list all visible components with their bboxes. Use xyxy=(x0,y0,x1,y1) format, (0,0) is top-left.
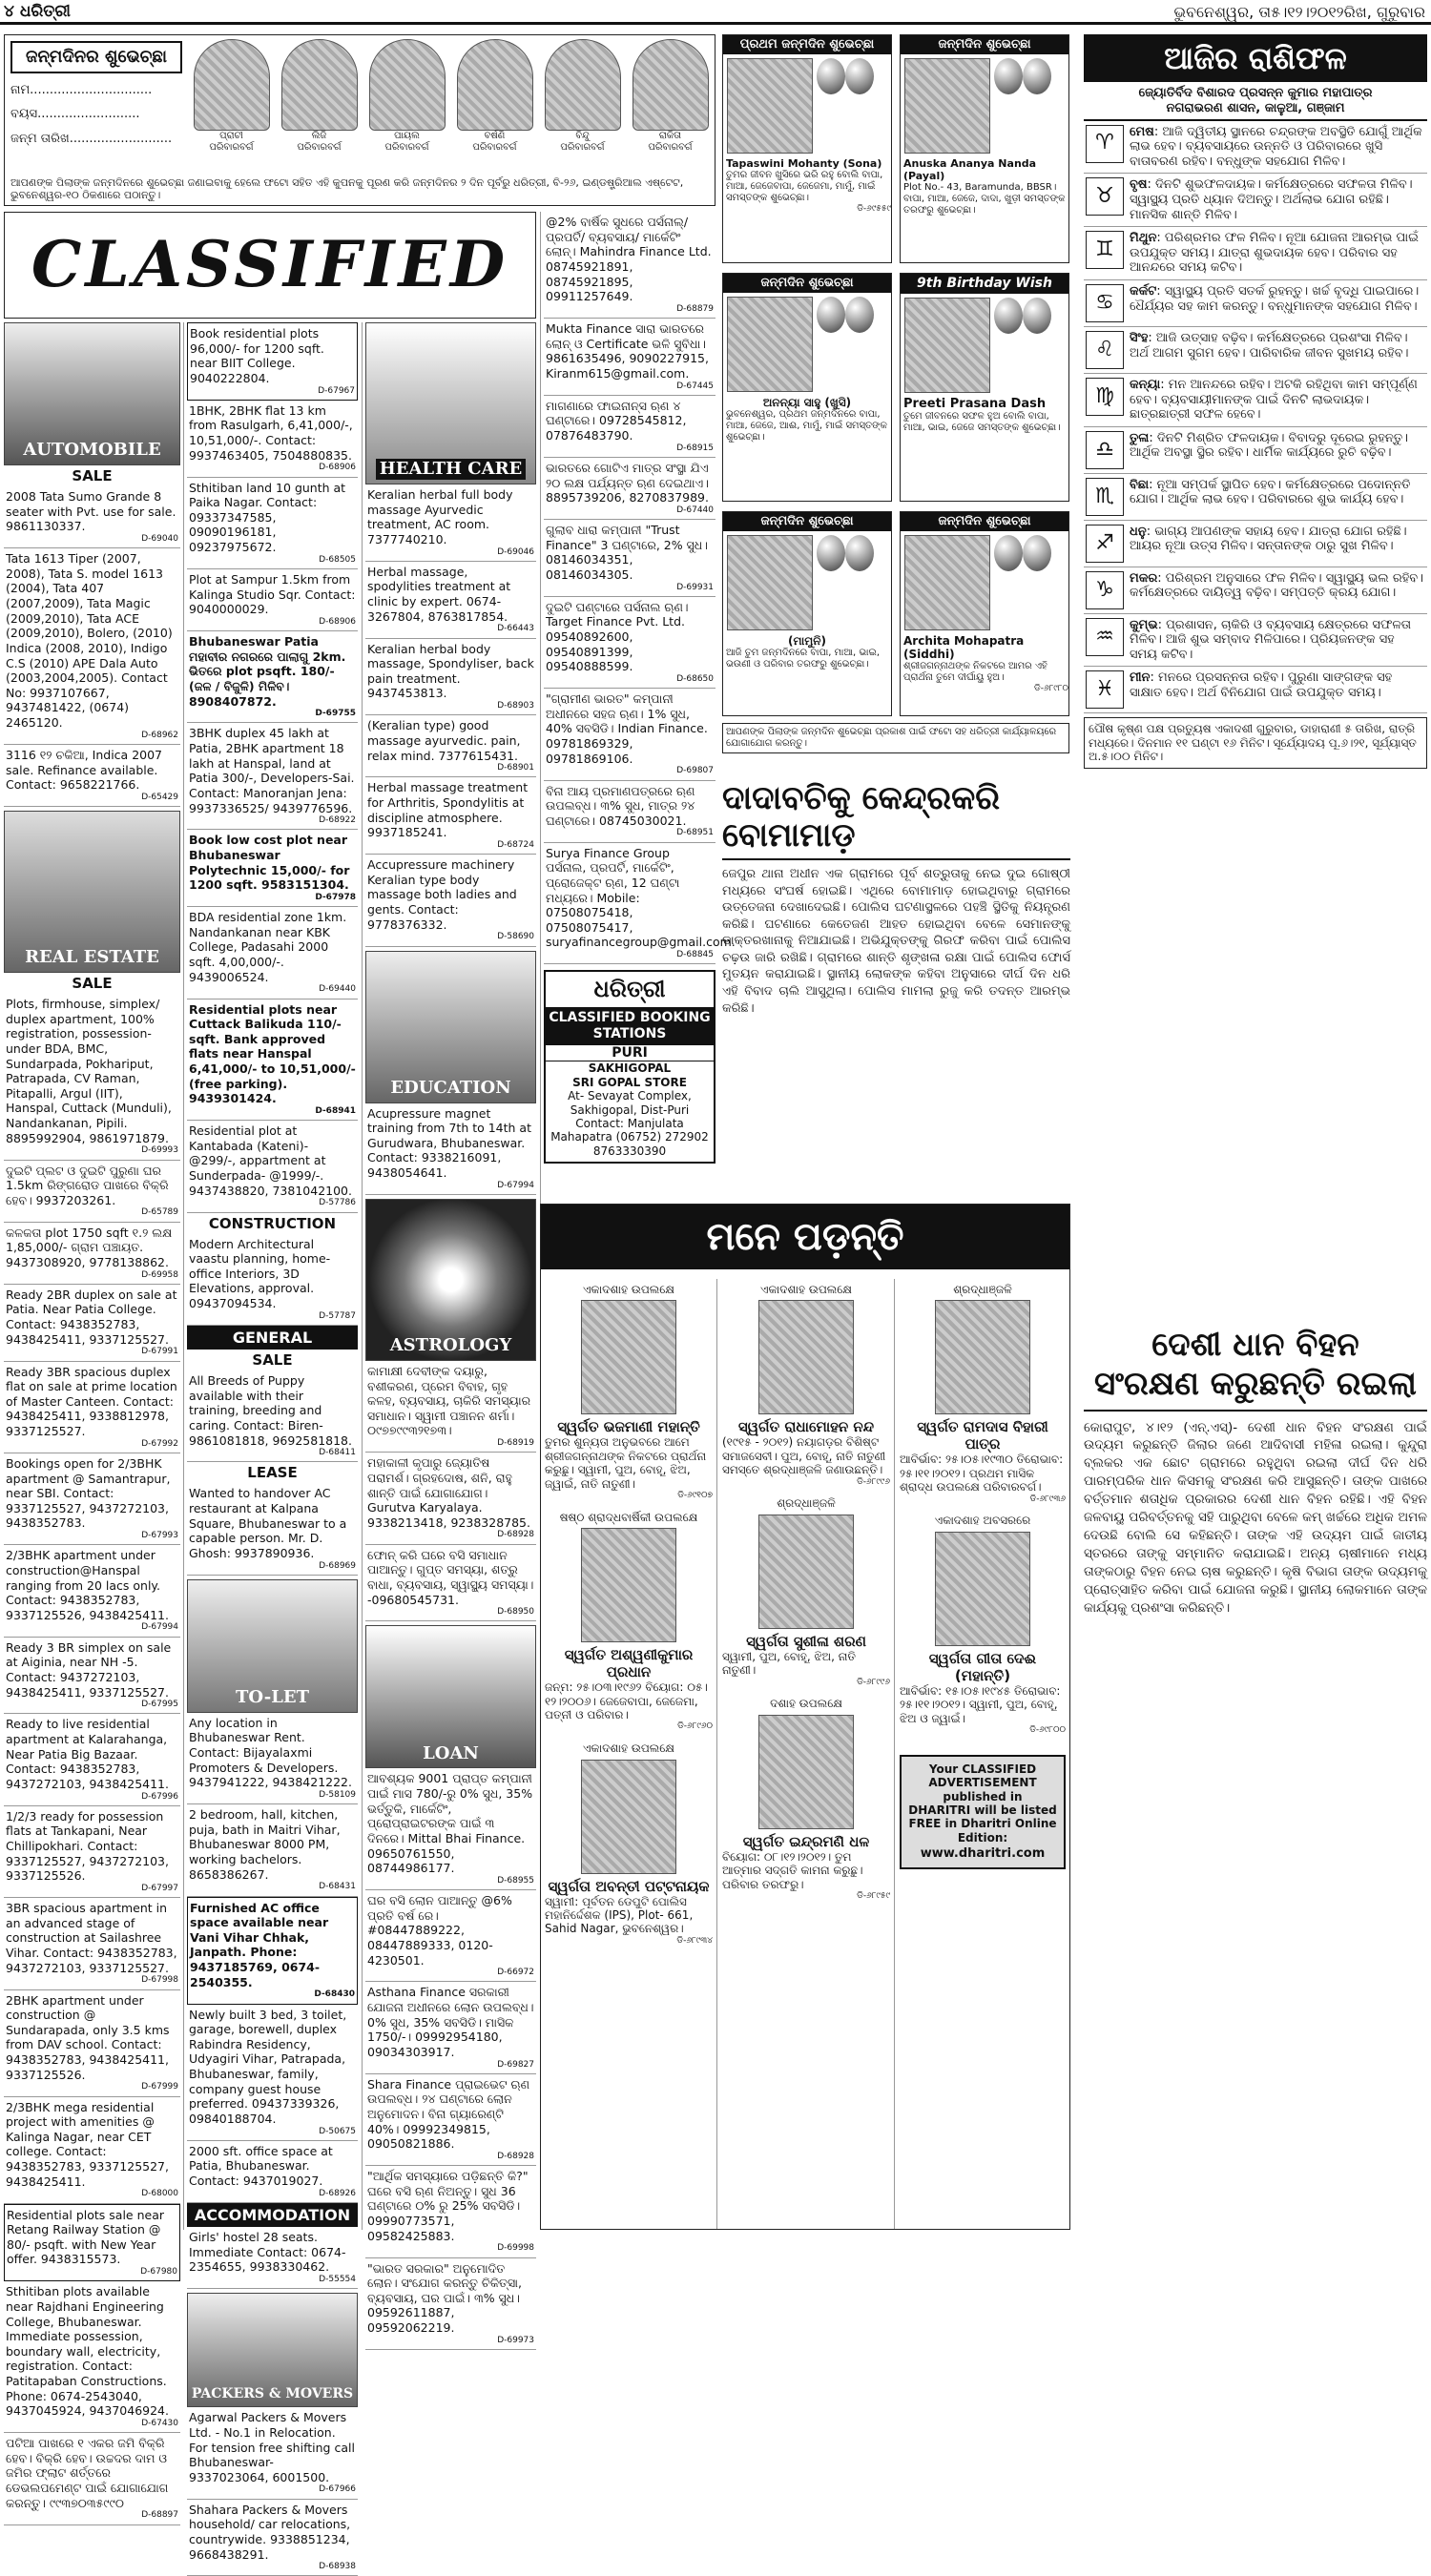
child-photo: ପ୍ରାଚୀ ପରିବାରବର୍ଗ xyxy=(194,39,270,173)
birthday-card: ପ୍ରଥମ ଜନ୍ମଦିନ ଶୁଭେଚ୍ଛା Tapaswini Mohanty (Sona) ତୁମର ଜୀବନ ଖୁସିରେ ଭରି ରହୁ ବୋଲି ବାପା, ମାଆ, ଜେଜେବାପା, ଜେଜେମା, ମାମୁଁ, ମାଇଁ ସମସ୍ତଙ୍କ ଶୁଭେଚ୍ଛା। ଡି-୬୯୫୫୯ xyxy=(722,34,892,263)
classified-ad: Book low cost plot near Bhubaneswar Polytechnic 15,000/- for 1200 sqft. 9583151304. D-67978 xyxy=(187,830,358,907)
classified-ad: Ready 2BR duplex on sale at Patia. Near Patia College. Contact: 9438352783, 9438425411, 9337125527. D-67991 xyxy=(4,1285,180,1362)
rashi-entry: ♓ ମୀନ: ମନରେ ପ୍ରସନ୍ନତା ରହିବ। ପୁରୁଣା ସାଙ୍ଗଙ୍କ ସହ ସାକ୍ଷାତ ହେବ। ଅର୍ଥ ବିନିଯୋଗ ପାଇଁ ଉପଯୁକ୍ତ ସମୟ। xyxy=(1084,667,1427,713)
classified-ad: Modern Architectural vaastu planning, home-office Interiors, 3D Elevations, approval. 09437094534. D-57787 xyxy=(187,1234,358,1326)
boxed-ad: Furnished AC office space available near Vani Vihar Chhak, Janpath. Phone: 9437185769, 0674-2540355. D-68430 xyxy=(187,1897,358,2005)
booking-title: CLASSIFIED BOOKING STATIONS xyxy=(546,1007,714,1045)
classified-ad: ଫୋନ୍ କରି ଘରେ ବସି ସମାଧାନ ପାଆନ୍ତୁ। ଗୁପ୍ତ ସମସ୍ୟା, ଶତ୍ରୁ ବାଧା, ବ୍ୟବସାୟ, ସ୍ୱାସ୍ଥ୍ୟ ସମସ୍ୟା। -09680545731. D-68950 xyxy=(365,1545,536,1622)
classified-ad: Keralian herbal body massage, Spondyliser, back pain treatment. 9437453813. D-68903 xyxy=(365,639,536,716)
general-sale-heading: SALE xyxy=(252,1351,293,1370)
news-body: ଜେପୁର ଥାନା ଅଧୀନ ଏକ ଗ୍ରାମରେ ପୂର୍ବ ଶତ୍ରୁତାକୁ ନେଇ ଦୁଇ ଗୋଷ୍ଠୀ ମଧ୍ୟରେ ସଂଘର୍ଷ ହୋଇଛି। ଏଥିରେ ବୋମାମାଡ଼ ହୋଇଥିବାରୁ ଗ୍ରାମରେ ଉତ୍ତେଜନା ଦେଖାଦେଇଛି। ପୋଲିସ ଘଟଣାସ୍ଥଳରେ ପହଞ୍ଚି ସ୍ଥିତିକୁ ନିୟନ୍ତ୍ରଣ କରିଛି। ଘଟଣାରେ କେତେଜଣ ଆହତ ହୋଇଥିବା ବେଳେ ସେମାନଙ୍କୁ ଡାକ୍ତରଖାନାକୁ ନିଆଯାଇଛି। ଅଭିଯୁକ୍ତଙ୍କୁ ଗିରଫ କରିବା ପାଇଁ ପୋଲିସ ଚଢ଼ଉ ଜାରି ରଖିଛି। ଗ୍ରାମରେ ଶାନ୍ତି ଶୃଙ୍ଖଳା ରକ୍ଷା ପାଇଁ ପୋଲିସ ଫୋର୍ସ ମୁତୟନ କରାଯାଇଛି। ସ୍ଥାନୀୟ ଲୋକଙ୍କ କହିବା ଅନୁସାରେ ଦୀର୍ଘ ଦିନ ଧରି ଏହି ବିବାଦ ଚାଲି ଆସୁଥିଲା। ପୋଲିସ ମାମଲା ରୁଜୁ କରି ତଦନ୍ତ ଆରମ୍ଭ କରିଛି। xyxy=(722,867,1070,1016)
zodiac-icon: ♈ xyxy=(1086,125,1124,163)
classified-ad: Ready 3BR spacious duplex flat on sale at prime location of Master Canteen. Contact: 9438425411, 9338812978, 9337125527. D-67992 xyxy=(4,1362,180,1453)
memorial-entry: ଏକାଦଶାହ ଉପଲକ୍ଷେ ସ୍ୱର୍ଗତ ରାଧାମୋହନ ନନ୍ଦ (୧୯୧୫ - ୨୦୧୨) ନୟାଗଡ଼ର ବିଶିଷ୍ଟ ସମାଜସେବୀ। ପୁଅ, ବୋହୂ, ନାତି ନାତୁଣୀ ସମସ୍ତେ ଶ୍ରଦ୍ଧାଞ୍ଜଳି ଜଣାଉଛନ୍ତି। ଡି-୬୮୯୯୬ xyxy=(722,1283,890,1487)
rashi-entry: ♌ ସିଂହ: ଆଜି ଉତ୍ସାହ ବଢ଼ିବ। କର୍ମକ୍ଷେତ୍ରରେ ପ୍ରଶଂସା ମିଳିବ। ଅର୍ଥ ଆଗମ ସୁଗମ ହେବ। ପାରିବାରିକ ଜୀବନ ସୁଖମୟ ରହିବ। xyxy=(1084,327,1427,374)
classified-ad: Tata 1613 Tiper (2007, 2008), Tata S. model 1613 (2004), Tata 407 (2007,2009), Tata Magic (2009,2010), Tata ACE (2009,2010), Bolero, (2010) Indica (2008, 2010), Indigo C.S (2010) APE Dala Auto (2003,2004,2005). Contact No: 9937107667, 9437481422, (0674) 2465120. D-68962 xyxy=(4,548,180,745)
automobile-label: AUTOMOBILE xyxy=(23,440,161,461)
health-care-image xyxy=(365,322,536,484)
zodiac-icon: ♍ xyxy=(1086,378,1124,416)
classified-ad: 2008 Tata Sumo Grande 8 seater with Pvt. use for sale. 9861130337. D-69040 xyxy=(4,486,180,548)
classified-ad: Bookings open for 2/3BHK apartment @ Samantrapur, near SBI. Contact: 9337125527, 9437272103, 9438352783. D-67993 xyxy=(4,1453,180,1545)
rashi-entry: ♈ ମେଷ: ଆଜି ଦ୍ୱିତୀୟ ସ୍ଥାନରେ ଚନ୍ଦ୍ରଙ୍କ ଅବସ୍ଥିତି ଯୋଗୁଁ ଆର୍ଥିକ ଲାଭ ହେବ। ବ୍ୟବସାୟରେ ଉନ୍ନତି ଓ ପରିବାରରେ ଖୁସି ବାତାବରଣ ରହିବ। ବନ୍ଧୁଙ୍କ ସହଯୋଗ ମିଳିବ। xyxy=(1084,121,1427,175)
panji-note: ପୌଷ କୃଷ୍ଣ ପକ୍ଷ ପ୍ରତ୍ୟୁଷ ଏକାଦଶୀ ଗୁରୁବାର, ଡାହାରାଣୀ ୫ ତାରିଖ, ରାତ୍ରି ମଧ୍ୟରେ। ଦିନମାନ ୧୧ ଘଣ୍ଟା ୧୬ ମିନିଟ। ସୂର୍ଯ୍ୟୋଦୟ ପୂ.୬।୨୧, ସୂର୍ଯ୍ୟାସ୍ତ ଅ.୫।୦୦ ମିନିଟ। xyxy=(1084,717,1427,768)
zodiac-icon: ♊ xyxy=(1086,231,1124,269)
birthday-card: ଜନ୍ମଦିନ ଶୁଭେଚ୍ଛା Anuska Ananya Nanda (Payal) Plot No.- 43, Baramunda, BBSR। ବାପା, ମାଆ, ଜେଜେ, ଦାଦା, ଖୁଡ଼ୀ ସମସ୍ତଙ୍କ ତରଫରୁ ଶୁଭେଚ୍ଛା। xyxy=(900,34,1069,263)
birthday-form-title: ଜନ୍ମଦିନର ଶୁଭେଚ୍ଛା xyxy=(10,41,182,73)
classified-ad: Newly built 3 bed, 3 toilet, garage, borewell, duplex Rabindra Residency, Udyagiri Vihar, Patrapada, Bhubaneswar, family, company guest house preferred. 09437339326, 09840188704. D-50675 xyxy=(187,2005,358,2141)
zodiac-icon: ♓ xyxy=(1086,670,1124,709)
free-listing-ad: Your CLASSIFIED ADVERTISEMENT published in DHARITRI will be listed FREE in Dharitri Online Edition: www.dharitri.com xyxy=(900,1755,1066,1869)
rashi-entry: ♏ ବିଛା: ନୂଆ ସମ୍ପର୍କ ସ୍ଥାପିତ ହେବ। କର୍ମକ୍ଷେତ୍ରରେ ପଦୋନ୍ନତି ଯୋଗ। ଆର୍ଥିକ ଲାଭ ହେବ। ପରିବାରରେ ଶୁଭ କାର୍ଯ୍ୟ ହେବ। xyxy=(1084,474,1427,521)
classified-ad: ଗୁଲାବ ଧାରା କମ୍ପାନୀ "Trust Finance" 3 ଘଣ୍ଟାରେ, 2% ସୁଧ। 08146034351, 08146034305. D-69931 xyxy=(544,520,716,597)
classified-ad: Herbal massage treatment for Arthritis, Spondylitis at discipline atmosphere. 9937185241. D-68724 xyxy=(365,777,536,855)
birthday-card: ଜନ୍ମଦିନ ଶୁଭେଚ୍ଛା (ମାମୁନି) ଆଜି ତୁମ ଜନ୍ମଦିନରେ ବାପା, ମାଆ, ଭାଇ, ଭଉଣୀ ଓ ପରିବାର ତରଫରୁ ଶୁଭେଚ୍ଛା। xyxy=(722,511,892,716)
classified-ad: ମହାକାଳୀ କୃପାରୁ ଜ୍ୟୋତିଷ ପରାମର୍ଶ। ଗ୍ରହଦୋଷ, ଶନି, ରାହୁ ଶାନ୍ତି ପାଇଁ ଯୋଗାଯୋଗ। Gurutva Karyalaya. 9338213418, 9238328785. D-68928 xyxy=(365,1453,536,1544)
column-3 xyxy=(362,322,536,2345)
birthday-wishes xyxy=(722,34,1070,759)
birthday-form-note: ଆପଣଙ୍କ ପିଲାଙ୍କ ଜନ୍ମଦିନରେ ଶୁଭେଚ୍ଛା ଜଣାଇବାକୁ ହେଲେ ଫଟୋ ସହିତ ଏହି କୁପନକୁ ପୂରଣ କରି ଜନ୍ମଦିନର ୨ ଦିନ ପୂର୍ବରୁ ଧରିତ୍ରୀ, ବି-୨୬, ଇଣ୍ଡଷ୍ଟ୍ରିଆଲ ଏଷ୍ଟେଟ, ଭୁବନେଶ୍ୱର-୧୦ ଠିକଣାରେ ପଠାନ୍ତୁ। xyxy=(10,176,684,202)
classified-ad: Agarwal Packers & Movers Ltd. - No.1 in Relocation. For tension free shifting call Bhubaneswar- 9337023064, 6001500. D-67966 xyxy=(187,2407,358,2499)
classified-ad: 2BHK apartment under construction @ Sundarapada, only 3.5 kms from DAV school. Contact: 9438352783, 9438425411, 9337125526. D-67999 xyxy=(4,1990,180,2097)
classified-ad: Acupressure magnet training from 7th to 14th at Gurudwara, Bhubaneswar. Contact: 9338216091, 9438054641. D-67994 xyxy=(365,1103,536,1195)
health-care-label: HEALTH CARE xyxy=(376,459,527,480)
classified-ad: "ଭାରତ ସରକାର" ଅନୁମୋଦିତ ଲୋନ। ସଂଯୋଗ କରନ୍ତୁ ଚିକିତ୍ସା, ବ୍ୟବସାୟ, ଘର ପାଇଁ। ୩% ସୁଧ। 09592611887, 09592062219. D-69973 xyxy=(365,2258,536,2350)
classified-ad: Ready to live residential apartment at Kalarahanga, Near Patia Big Bazaar. Contact: 9438352783, 9437272103, 9438425411. D-67996 xyxy=(4,1714,180,1805)
memorial-entry: ଦଶାହ ଉପଲକ୍ଷେ ସ୍ୱର୍ଗତ ଇନ୍ଦ୍ରମଣି ଧଳ ବିୟୋଗ: ୦୮।୧୨।୨୦୧୨। ତୁମ ଆତ୍ମାର ସଦ୍‌ଗତି କାମନା କରୁଛୁ। ପରିବାର ତରଫରୁ। ଡି-୬୮୯୫୯ xyxy=(722,1697,890,1901)
education-image xyxy=(365,951,536,1103)
classified-ad: BDA residential zone 1km. Nandankanan near KBK College, Padasahi 2000 sqft. 4,00,000/-. 9439006524. D-69440 xyxy=(187,907,358,999)
booking-stations-box: ଧରିତ୍ରୀ CLASSIFIED BOOKING STATIONS PURI SAKHIGOPAL SRI GOPAL STORE At- Sevayat Complex, Sakhigopal, Dist-Puri Contact: Manjulata Mahapatra (06752) 272902 8763330390 xyxy=(544,970,716,1164)
classified-ad: 1/2/3 ready for possession flats at Tankapani, Near Chillipokhari. Contact: 9337125527, 9437272103, 9337125526. D-67997 xyxy=(4,1806,180,1898)
sale-heading: SALE xyxy=(72,975,113,992)
classified-ad: Herbal massage, spodylities treatment at clinic by expert. 0674-3267804, 8763817854. D-66443 xyxy=(365,562,536,639)
classified-ad: 3BR spacious apartment in an advanced stage of construction at Sailashree Vihar. Contact: 9438352783, 9437272103, 9337125527. D-67998 xyxy=(4,1898,180,1989)
birthday-note: ଆପଣଙ୍କ ପିଲାଙ୍କ ଜନ୍ମଦିନ ଶୁଭେଚ୍ଛା ପ୍ରକାଶ ପାଇଁ ଫଟୋ ସହ ଧରିତ୍ରୀ କାର୍ଯ୍ୟାଳୟରେ ଯୋଗାଯୋଗ କରନ୍ତୁ। xyxy=(722,723,1069,753)
classified-ad: 2000 sft. office space at Patia, Bhubaneswar. Contact: 9437019027. D-68926 xyxy=(187,2141,358,2203)
classified-ad: Mukta Finance ସାରା ଭାରତରେ ଲୋନ୍ ଓ Certificate ଭଳି ସୁବିଧା। 9861635496, 9090227915, Kiranm615@gmail.com. D-67445 xyxy=(544,319,716,396)
zodiac-icon: ♒ xyxy=(1086,618,1124,656)
form-field-name[interactable]: ନାମ............................... xyxy=(10,82,153,97)
column-4 xyxy=(540,212,736,1204)
booking-place: PURI xyxy=(546,1045,714,1062)
accommodation-heading: ACCOMMODATION xyxy=(187,2203,358,2227)
rashi-entry: ♉ ବୃଷ: ଦିନଟି ଶୁଭଫଳଦାୟକ। କର୍ମକ୍ଷେତ୍ରରେ ସଫଳତା ମିଳିବ। ସ୍ୱାସ୍ଥ୍ୟ ପ୍ରତି ଧ୍ୟାନ ଦିଅନ୍ତୁ। ଅର୍ଥଲାଭ ଯୋଗ ରହିଛି। ମାନସିକ ଶାନ୍ତି ମିଳିବ। xyxy=(1084,174,1427,227)
feature-story xyxy=(1084,1326,1427,2230)
boxed-ad: Residential plots sale near Retang Railway Station @ 80/- psqft. with New Year offer. 9438315573. D-67980 xyxy=(4,2204,180,2282)
classified-ad: Plot at Sampur 1.5km from Kalinga Studio Sqr. Contact: 9040000029. D-68906 xyxy=(187,569,358,631)
child-photo: ପାୟଲ ପରିବାରବର୍ଗ xyxy=(369,39,446,173)
classified-ad: ବିନା ଆୟ ପ୍ରମାଣପତ୍ରରେ ଋଣ ଉପଲବ୍ଧ। ୩% ସୁଧ, ମାତ୍ର ୨୪ ଘଣ୍ଟାରେ। 08745030021. D-68951 xyxy=(544,781,716,843)
classified-ad: (Keralian type) good massage ayurvedic. pain, relax mind. 7377615431. D-68901 xyxy=(365,715,536,777)
classified-ad: Surya Finance Group ପର୍ସନାଲ, ପ୍ରପର୍ଟି, ମାର୍କେଟିଂ, ପ୍ରୋଜେକ୍ଟ ଋଣ, 12 ଘଣ୍ଟା ମଧ୍ୟରେ। Mobile: 07508075418, 07508075417, suryafinancegroup@gmail.com. D-68845 xyxy=(544,843,716,965)
news-story xyxy=(722,780,1070,1181)
classified-ad: କଳକତା plot 1750 sqft ୧.୨ ଲକ୍ଷ 1,85,000/- ଗ୍ରାମ ପଞ୍ଚାୟତ. 9437308920, 9778138862. D-69958 xyxy=(4,1223,180,1285)
birthday-form xyxy=(4,34,716,206)
dharitri-url[interactable]: www.dharitri.com xyxy=(920,1846,1046,1862)
classified-ad: 3116 ୧୨ ଚକିଆ, Indica 2007 sale. Refinance available. Contact: 9658221766. D-65429 xyxy=(4,745,180,807)
memorial-entry: ଏକାଦଶାହ ଉପଲକ୍ଷେ ସ୍ୱର୍ଗତ ଭଜମାଣୀ ମହାନ୍ତି ତୁମର ଶୁନ୍ୟତା ଅନୁଭବରେ ଆମେ ଶ୍ରୀଜଗନ୍ନାଥଙ୍କ ନିକଟରେ ପ୍ରାର୍ଥନା କରୁଛୁ। ସ୍ୱାମୀ, ପୁଅ, ବୋହୂ, ଝିଅ, ଜ୍ୱାଇଁ, ନାତି ନାତୁଣୀ। ଡି-୬୯୧୦୭ xyxy=(545,1283,713,1500)
memorial-entry: ଶ୍ରଦ୍ଧାଞ୍ଜଳି ସ୍ୱର୍ଗତ ରାମଦାସ ବିହାରୀ ପାତ୍ର ଆବିର୍ଭାବ: ୨୫।୦୫।୧୯୩୦ ତିରୋଭାବ: ୨୫।୧୧।୨୦୧୨। ପ୍ରଥମ ମାସିକ ଶ୍ରାଦ୍ଧ ଉପଲକ୍ଷେ ପରିବାରବର୍ଗ। ଡି-୬୮୯୩୬ xyxy=(900,1283,1066,1504)
rashiphala-title: ଆଜିର ରାଶିଫଳ xyxy=(1084,34,1427,82)
classified-ad: ମାଗଣାରେ ଫାଇନାନ୍ସ ଋଣ ୪ ଘଣ୍ଟାରେ। 09728545812, 07876483790. D-68915 xyxy=(544,396,716,458)
zodiac-icon: ♋ xyxy=(1086,284,1124,322)
form-field-dob[interactable]: ଜନ୍ମ ତାରିଖ.......................... xyxy=(10,131,173,146)
lease-heading: LEASE xyxy=(247,1464,298,1482)
child-photo: ବିନ୍ଦୁ ପରିବାରବର୍ଗ xyxy=(545,39,621,173)
rashi-entry: ♒ କୁମ୍ଭ: ପ୍ରଶାସନ, ଚାକିରି ଓ ବ୍ୟବସାୟ କ୍ଷେତ୍ରରେ ସଫଳତା ମିଳିବ। ଆଜି ଶୁଭ ସମ୍ବାଦ ମିଳିପାରେ। ପ୍ରିୟଜନଙ୍କ ସହ ସମୟ କଟିବ। xyxy=(1084,614,1427,668)
classified-ad: କାମାକ୍ଷୀ ଦେବୀଙ୍କ ଦୟାରୁ, ବଶୀକରଣ, ପ୍ରେମ ବିବାହ, ଗୃହ କଳହ, ବ୍ୟବସାୟ, ଚାକିରି ସମସ୍ୟାର ସମାଧାନ। ସ୍ୱାମୀ ପଞ୍ଚାନନ ଶର୍ମା। ୦୯୭୭୯୯୩୨୧୭୩। D-68919 xyxy=(365,1361,536,1453)
rashiphala-byline-2: ନଗରାଭରଣ ଶାସନ, କାଳୁଆ, ଗଞ୍ଜାମ xyxy=(1084,101,1427,121)
column-2 xyxy=(183,322,358,2572)
feature-body: କୋରାପୁଟ, ୪।୧୨ (ଏନ୍.ଏସ୍)- ଦେଶୀ ଧାନ ବିହନ ସଂରକ୍ଷଣ ପାଇଁ ଉଦ୍ୟମ କରୁଛନ୍ତି ଜିଲାର ଜଣେ ଆଦିବାସୀ ମହିଳା ରଇଲା। କୁନ୍ଦୁରା ବ୍ଲକର ଏକ ଛୋଟ ଗ୍ରାମରେ ରହୁଥିବା ରଇଲା ଦୀର୍ଘ ଦିନ ଧରି ପାରମ୍ପରିକ ଧାନ କିସମକୁ ସଂରକ୍ଷଣ କରି ଆସୁଛନ୍ତି। ତାଙ୍କ ପାଖରେ ବର୍ତ୍ତମାନ ଶତାଧିକ ପ୍ରକାରର ଦେଶୀ ଧାନ ବିହନ ରହିଛି। ଏହି ବିହନ ଜଳବାୟୁ ପରିବର୍ତ୍ତନକୁ ସହି ପାରୁଥିବା ବେଳେ କମ୍ ଖର୍ଚ୍ଚରେ ଅଧିକ ଅମଳ ଦେଉଛି ବୋଲି ସେ କହିଛନ୍ତି। ତାଙ୍କ ଏହି ଉଦ୍ୟମ ପାଇଁ ଜାତୀୟ ସ୍ତରରେ ତାଙ୍କୁ ସମ୍ମାନିତ କରାଯାଇଛି। ଅନ୍ୟ ଚାଷୀମାନେ ମଧ୍ୟ ତାଙ୍କଠାରୁ ବିହନ ନେଇ ଚାଷ କରୁଛନ୍ତି। କୃଷି ବିଭାଗ ତାଙ୍କ ଉଦ୍ୟମକୁ ପ୍ରୋତ୍ସାହିତ କରିବା ପାଇଁ ଯୋଜନା କରୁଛି। ସ୍ଥାନୀୟ ଲୋକମାନେ ତାଙ୍କ କାର୍ଯ୍ୟକୁ ପ୍ରଶଂସା କରିଛନ୍ତି। xyxy=(1084,1419,1427,1616)
rashi-entry: ♑ ମକର: ପରିଶ୍ରମ ଅନୁସାରେ ଫଳ ମିଳିବ। ସ୍ୱାସ୍ଥ୍ୟ ଭଲ ରହିବ। କର୍ମକ୍ଷେତ୍ରରେ ଦାୟିତ୍ୱ ବଢ଼ିବ। ସମ୍ପତ୍ତି କ୍ରୟ ଯୋଗ। xyxy=(1084,567,1427,614)
classified-ad: ପଟିଆ ପାଖରେ ୧ ଏକର ଜମି ବିକ୍ରି ହେବ। ବିକ୍ରି ହେବ। ଉଚ୍ଚଦର ଦାମ ଓ ଜମିର ଫ୍ଲାଟ ଶର୍ତ୍ତରେ ଡେଭଲପମେଣ୍ଟ ପାଇଁ ଯୋଗାଯୋଗ କରନ୍ତୁ। ୯୯୩୭୦୩୫୯୯୦ D-68897 xyxy=(4,2433,180,2524)
classified-ad: Shara Finance ପ୍ରାଇଭେଟ ଋଣ ଉପଲବ୍ଧ। ୨୪ ଘଣ୍ଟାରେ ଲୋନ ଅନୁମୋଦନ। ବିନା ଗ୍ୟାରେଣ୍ଟି 40%। 09992349815, 09050821886. D-68928 xyxy=(365,2074,536,2166)
child-photo: ଲିଜି ପରିବାରବର୍ଗ xyxy=(281,39,358,173)
loan-image xyxy=(365,1625,536,1768)
classified-ad: Residential plots near Cuttack Balikuda 110/- sqft. Bank approved flats near Hanspal 6,41,000/- to 10,51,000/- (free parking). 9439301424. D-68941 xyxy=(187,999,358,1122)
classified-title: CLASSIFIED xyxy=(31,227,509,302)
classified-ad: @2% ବାର୍ଷିକ ସୁଧରେ ପର୍ସନାଲ୍/ ପ୍ରପର୍ଟି/ ବ୍ୟବସାୟ/ ମାର୍କେଟିଂ ଲୋନ୍। Mahindra Finance Ltd. 08745921891, 08745921895, 09911257649. D-68879 xyxy=(544,212,716,319)
real-estate-label: REAL ESTATE xyxy=(25,947,159,968)
memorial-entry: ଶ୍ରଦ୍ଧାଞ୍ଜଳି ସ୍ୱର୍ଗତା ସୁଶୀଳା ଶରଣ ସ୍ୱାମୀ, ପୁଅ, ବୋହୂ, ଝିଅ, ନାତି ନାତୁଣୀ। ଡି-୬୮୯୯୬ xyxy=(722,1496,890,1687)
memorial-entry: ଷଷ୍ଠ ଶ୍ରାଦ୍ଧବାର୍ଷିକୀ ଉପଲକ୍ଷେ ସ୍ୱର୍ଗତ ଅଶ୍ୱଣୀକୁମାର ପ୍ରଧାନ ଜନ୍ମ: ୨୫।୦୩।୧୯୬୨ ବିୟୋଗ: ୦୫।୧୨।୨୦୦୬। ଜେଜେବାପା, ଜେଜେମା, ପତ୍ନୀ ଓ ପରିବାର। ଡି-୬୮୯୬୦ xyxy=(545,1510,713,1732)
classified-ad: Ready 3 BR simplex on sale at Aiginia, near NH -5. Contact: 9437272103, 9438425411, 9337125527. D-67995 xyxy=(4,1638,180,1715)
classified-ad: Accupressure machinery Keralian type body massage both ladies and gents. Contact: 9778376332. D-58690 xyxy=(365,855,536,946)
classified-ad: ଦୁଇଟି ଘଣ୍ଟାରେ ପର୍ସନାଲ ଋଣ। Target Finance Pvt. Ltd. 09540892600, 09540891399, 09540888599. D-68650 xyxy=(544,597,716,689)
memorial-entry: ଏକାଦଶାହ ଅବସରରେ ସ୍ୱର୍ଗତା ଗୀତା ଦେଈ (ମହାନ୍ତି) ଆବିର୍ଭାବ: ୧୫।୦୫।୧୯୪୫ ତିରୋଭାବ: ୨୫।୧୧।୨୦୧୨। ସ୍ୱାମୀ, ପୁଅ, ବୋହୂ, ଝିଅ ଓ ଜ୍ୱାଇଁ। ଡି-୬୯୮୦୦ xyxy=(900,1514,1066,1735)
classified-ad: "ଆର୍ଥିକ ସମସ୍ୟାରେ ପଡ଼ିଛନ୍ତି କି?" ଘରେ ବସି ଋଣ ନିଅନ୍ତୁ। ସୁଧ 36 ଘଣ୍ଟାରେ ୦% ରୁ 25% ସବସିଡି। 09990773571, 09582425883. D-69998 xyxy=(365,2166,536,2257)
rashiphala-section xyxy=(1084,34,1427,1312)
boxed-ad: Book residential plots 96,000/- for 1200 sqft. near BIIT College. 9040222804. D-67967 xyxy=(187,322,358,401)
classified-ad: 3BHK duplex 45 lakh at Patia, 2BHK apartment 18 lakh at Hanspal, land at Patia 300/-, Developers-Sai. Contact: Manoranjan Jena: 9937336525/ 9439776596. D-68922 xyxy=(187,723,358,830)
astrology-label: ASTROLOGY xyxy=(389,1335,512,1356)
rashi-entry: ♋ କର୍କଟ: ସ୍ୱାସ୍ଥ୍ୟ ପ୍ରତି ସତର୍କ ରୁହନ୍ତୁ। ଖର୍ଚ୍ଚ ବୃଦ୍ଧି ପାଇପାରେ। ଧୈର୍ଯ୍ୟର ସହ କାମ କରନ୍ତୁ। ବନ୍ଧୁମାନଙ୍କ ସହଯୋଗ ମିଳିବ। xyxy=(1084,280,1427,327)
classified-ad: 2 bedroom, hall, kitchen, puja, bath in Maitri Vihar, Bhubaneswar 8000 PM, working bachelors. 8658386267. D-68431 xyxy=(187,1804,358,1896)
classified-ad: "ଗ୍ରାମୀଣ ଭାରତ" କମ୍ପାନୀ ଅଧୀନରେ ସହଜ ଋଣ। 1% ସୁଧ, 40% ସବସିଡି। Indian Finance. 09781869329, 09781869106. D-69807 xyxy=(544,689,716,780)
dateline: ଭୁବନେଶ୍ୱର, ତା୫।୧୨।୨୦୧୨ରିଖ, ଗୁରୁବାର xyxy=(1173,3,1425,21)
page-header xyxy=(0,0,1431,25)
rashiphala-byline: ଜ୍ୟୋତିର୍ବିଦ ବିଶାରଦ ପ୍ରସନ୍ନ କୁମାର ମହାପାତ୍ର xyxy=(1138,86,1373,101)
column-1 xyxy=(4,322,180,2521)
rashi-entry: ♊ ମିଥୁନ: ପରିଶ୍ରମର ଫଳ ମିଳିବ। ନୂଆ ଯୋଜନା ଆରମ୍ଭ ପାଇଁ ଉପଯୁକ୍ତ ସମୟ। ଯାତ୍ରା ଶୁଭଦାୟକ ହେବ। ପରିବାର ସହ ଆନନ୍ଦରେ ସମୟ କଟିବ। xyxy=(1084,227,1427,280)
birthday-card: ଜନ୍ମଦିନ ଶୁଭେଚ୍ଛା ଅନନ୍ୟା ସାହୁ (ଖୁସି) ଭୁବନେଶ୍ୱର, ପ୍ରଥମ ଜନ୍ମଦିନରେ ବାପା, ମାଆ, ଜେଜେ, ଆଈ, ମାମୁଁ, ମାଇଁ ସମସ୍ତଙ୍କ ଶୁଭେଚ୍ଛା। xyxy=(722,273,892,502)
education-label: EDUCATION xyxy=(390,1077,511,1098)
classified-ad: Shahara Packers & Movers household/ car relocations, countrywide. 9338851234, 9668438291. D-68938 xyxy=(187,2500,358,2576)
classified-ad: ଭାରତରେ ଗୋଟିଏ ମାତ୍ର ସଂସ୍ଥା ଯିଏ ୨୦ ଲକ୍ଷ ପର୍ଯ୍ୟନ୍ତ ଋଣ ଦେଇଥାଏ। 8895739206, 8270837989. D-67440 xyxy=(544,458,716,520)
automobile-image xyxy=(4,322,180,465)
tolet-label: TO-LET xyxy=(236,1687,309,1708)
classified-ad: Residential plot at Kantabada (Kateni)- @299/-, appartment at Sunderpada- @1999/-. 9437438820, 7381042100. D-57786 xyxy=(187,1121,358,1212)
classified-ad: 1BHK, 2BHK flat 13 km from Rasulgarh, 6,41,000/-, 10,51,000/-. Contact: 9937463405, 7504880835. D-68906 xyxy=(187,401,358,478)
classified-ad: ଆବଶ୍ୟକ 9001 ପ୍ରାପ୍ତ କମ୍ପାନୀ ପାଇଁ ମାସ 780/-ରୁ 0% ସୁଧ, 35% ଭର୍ତ୍ତୁକି, ମାର୍କେଟିଂ, ପ୍ରୋପ୍ରାଇଟରଙ୍କ ପାଇଁ ୩ ଦିନରେ। Mittal Bhai Finance. 09650761550, 08744986177. D-68955 xyxy=(365,1768,536,1890)
zodiac-icon: ♌ xyxy=(1086,331,1124,369)
classified-ad: Keralian herbal full body massage Ayurvedic treatment, AC room. 7377740210. D-69046 xyxy=(365,484,536,562)
loan-label: LOAN xyxy=(423,1742,479,1763)
tolet-image xyxy=(187,1579,358,1713)
page-number: ୪ ଧରିତ୍ରୀ xyxy=(4,2,71,21)
zodiac-icon: ♐ xyxy=(1086,525,1124,563)
feature-headline-2: ସଂରକ୍ଷଣ କରୁଛନ୍ତି ରଇଲା xyxy=(1084,1365,1427,1412)
birthday-card: ଜନ୍ମଦିନ ଶୁଭେଚ୍ଛା Archita Mohapatra (Siddhi) ଶ୍ରୀଜଗନ୍ନାଥଙ୍କ ନିକଟରେ ଆମର ଏହି ପ୍ରାର୍ଥନା ତୁମେ ଦୀର୍ଘାୟୁ ହୁଅ। ଡି-୬୮୯୮୦ xyxy=(900,511,1069,716)
astrology-image xyxy=(365,1199,536,1361)
memorial-title: ମନେ ପଡ଼ନ୍ତି xyxy=(541,1205,1069,1269)
child-photo: ବର୍ଷଣି ପରିବାରବର୍ଗ xyxy=(457,39,533,173)
rashi-entry: ♐ ଧନୁ: ଭାଗ୍ୟ ଆପଣଙ୍କ ସହାୟ ହେବ। ଯାତ୍ରା ଯୋଗ ରହିଛି। ଆୟର ନୂଆ ଉତ୍ସ ମିଳିବ। ସନ୍ତାନଙ୍କ ଠାରୁ ସୁଖ ମିଳିବ। xyxy=(1084,521,1427,567)
classified-ad: Bhubaneswar Patia ମହାବୀର ନଗରରେ ପାଲାଗୁ 2km. ଭିତରେ plot psqft. 180/- (ଜଳ / ବିଜୁଳି) ମିଳିବ। 8908407872. D-69755 xyxy=(187,631,358,723)
general-heading: GENERAL xyxy=(187,1326,358,1350)
memorial-entry: ଏକାଦଶାହ ଉପଲକ୍ଷେ ସ୍ୱର୍ଗତା ଅବନ୍ତୀ ପଟ୍ଟନାୟକ ସ୍ୱାମୀ: ପୂର୍ବତନ ଡେପୁଟି ପୋଲିସ ମହାନିର୍ଦ୍ଦେଶକ (IPS), Plot- 661, Sahid Nagar, ଭୁବନେଶ୍ୱର। ଡି-୬୮୯୩୪ xyxy=(545,1741,713,1946)
form-field-age[interactable]: ବୟସ.......................... xyxy=(10,107,140,122)
classified-ad: Any location in Bhubaneswar Rent. Contact: Bijayalaxmi Promoters & Developers. 9437941222, 9438421222. D-58109 xyxy=(187,1713,358,1804)
memorial-section xyxy=(540,1204,1070,2230)
rashi-entry: ♎ ତୁଳା: ଦିନଟି ମିଶ୍ରିତ ଫଳଦାୟକ। ବିବାଦରୁ ଦୂରେଇ ରୁହନ୍ତୁ। ଆର୍ଥିକ ଅବସ୍ଥା ସ୍ଥିର ରହିବ। ଧାର୍ମିକ କାର୍ଯ୍ୟରେ ରୁଚି ବଢ଼ିବ। xyxy=(1084,427,1427,474)
classified-ad: ଘର ବସି ଲୋନ ପାଆନ୍ତୁ @6% ପ୍ରତି ବର୍ଷ ରେ। #08447889222, 08447889333, 0120-4230501. D-66972 xyxy=(365,1890,536,1982)
zodiac-icon: ♑ xyxy=(1086,571,1124,609)
packers-label: PACKERS & MOVERS xyxy=(191,2386,354,2402)
news-headline: ଦାଦାବଚିକୁ କେନ୍ଦ୍ରକରି ବୋମାମାଡ଼ xyxy=(722,780,1070,860)
classified-ad: Girls' hostel 28 seats. Immediate Contact: 0674-2354655, 9938330462. D-55554 xyxy=(187,2227,358,2289)
birthday-card: 9th Birthday Wish Preeti Prasana Dash ତୁମେ ଜୀବନରେ ସଫଳ ହୁଅ ବୋଲି ବାପା, ମାଆ, ଭାଇ, ଜେଜେ ସମସ୍ତଙ୍କ ଶୁଭେଚ୍ଛା। xyxy=(900,273,1069,502)
classified-ad: All Breeds of Puppy available with their training, breeding and caring. Contact: Biren-9861081818, 9692581818. D-68411 xyxy=(187,1370,358,1462)
classified-ad: Asthana Finance ସରକାରୀ ଯୋଜନା ଅଧୀନରେ ଲୋନ ଉପଲବ୍ଧ। 0% ସୁଧ, 35% ସବସିଡି। ମାସିକ 1750/-। 09992954180, 09034303917. D-69827 xyxy=(365,1982,536,2073)
dharitri-logo: ଧରିତ୍ରୀ xyxy=(593,976,666,1003)
construction-heading: CONSTRUCTION xyxy=(208,1214,337,1232)
classified-banner xyxy=(4,212,536,319)
feature-headline-1: ଦେଶୀ ଧାନ ବିହନ xyxy=(1151,1326,1359,1364)
real-estate-image xyxy=(4,811,180,973)
classified-ad: Plots, firmhouse, simplex/ duplex apartment, 100% registration, possession- under BDA, BMC, Sundarpada, Pokhariput, Patrapada, CV Raman, Pitapalli, Argul (IIT), Hanspal, Cuttack (Munduli), Nandankanan, Pipili. 8895992904, 9861971879. D-69993 xyxy=(4,994,180,1161)
zodiac-icon: ♎ xyxy=(1086,431,1124,469)
classified-ad: 2/3BHK mega residential project with amenities @ Kalinga Nagar, near CET college. Contact: 9438352783, 9337125527, 9438425411. D-68000 xyxy=(4,2097,180,2204)
packers-image xyxy=(187,2293,358,2407)
child-photo: ରାକିତା ପରିବାରବର୍ଗ xyxy=(633,39,709,173)
classified-ad: 2/3BHK apartment under construction@Hanspal ranging from 20 lacs only. Contact: 9438352783, 9337125526, 9438425411. D-67994 xyxy=(4,1545,180,1637)
classified-ad: Wanted to handover AC restaurant at Kalpana Square, Bhubaneswar to a capable person. Mr. D. Ghosh: 9937890936. D-68969 xyxy=(187,1483,358,1575)
rashi-entry: ♍ କନ୍ୟା: ମନ ଆନନ୍ଦରେ ରହିବ। ଅଟକି ରହିଥିବା କାମ ସମ୍ପୂର୍ଣ୍ଣ ହେବ। ବ୍ୟବସାୟୀମାନଙ୍କ ପାଇଁ ଦିନଟି ଲାଭଦାୟକ। ଛାତ୍ରଛାତ୍ରୀ ସଫଳ ହେବେ। xyxy=(1084,374,1427,427)
classified-ad: Sthitiban land 10 gunth at Paika Nagar. Contact: 09337347585, 09090196181, 09237975672. D-68505 xyxy=(187,478,358,569)
classified-ad: Sthitiban plots available near Rajdhani Engineering College, Bhubaneswar. Immediate possession, boundary wall, electricity, registration. Contact: Patitapaban Constructions. Phone: 0674-2543040, 9437045924, 9437046924. D-67430 xyxy=(4,2281,180,2433)
zodiac-icon: ♏ xyxy=(1086,478,1124,516)
zodiac-icon: ♉ xyxy=(1086,177,1124,216)
classified-ad: ଦୁଇଟି ପ୍ଲଟ ଓ ଦୁଇଟି ପୁରୁଣା ଘର 1.5km ରିଙ୍ଗରୋଡ ପାଖରେ ବିକ୍ରି ହେବ। 9937203261. D-65789 xyxy=(4,1161,180,1223)
sale-heading: SALE xyxy=(72,467,113,484)
